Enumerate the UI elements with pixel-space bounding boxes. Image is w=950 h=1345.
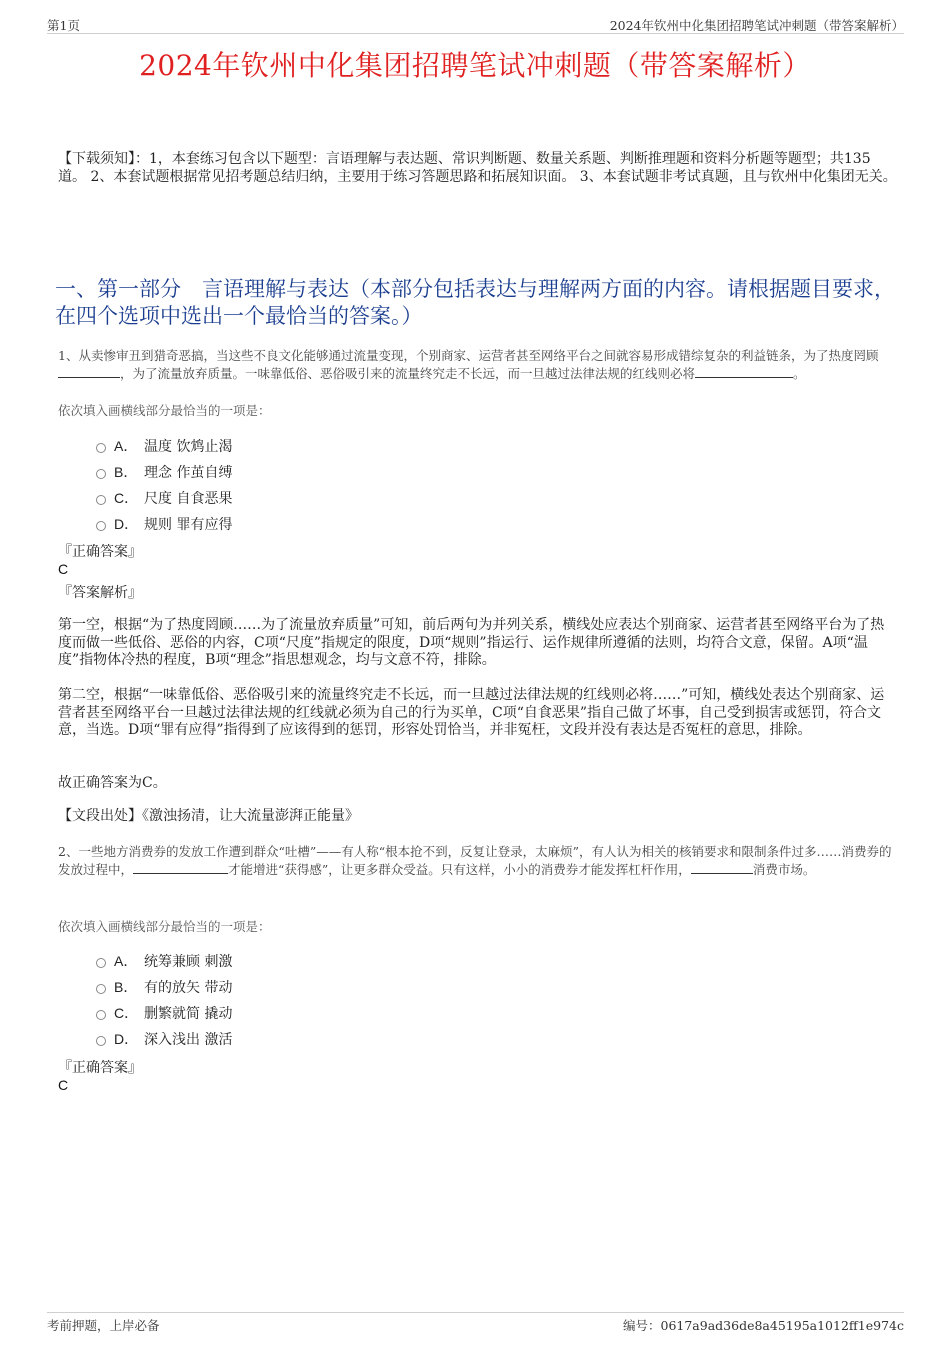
document-id: 编号：0617a9ad36de8a45195a1012ff1e974c <box>623 1318 904 1333</box>
radio-icon[interactable] <box>96 1036 106 1046</box>
option-d[interactable]: D． 规则 罪有应得 <box>96 511 232 537</box>
blank-2 <box>691 861 753 874</box>
radio-icon[interactable] <box>96 958 106 968</box>
analysis-label: 『答案解析』 <box>58 585 142 601</box>
option-a[interactable]: A． 温度 饮鸩止渴 <box>96 433 232 459</box>
option-b[interactable]: B． 理念 作茧自缚 <box>96 459 232 485</box>
radio-icon[interactable] <box>96 521 106 531</box>
radio-icon[interactable] <box>96 984 106 994</box>
question-2-instruction: 依次填入画横线部分最恰当的一项是： <box>58 919 271 934</box>
document-title: 2024年钦州中化集团招聘笔试冲刺题（带答案解析） <box>139 49 811 82</box>
question-1-text: 1、从卖惨审丑到猎奇恶搞，当这些不良文化能够通过流量变现，个别商家、运营者甚至网络平台之间就容易形成错综复杂的利益链条，为了热度罔顾，为了流量放弃质量。一味靠低俗、恶俗吸引来的流量终究走不长远，而一旦越过法律法规的红线则必将 。 <box>58 348 879 381</box>
answer-value: C <box>58 1077 69 1093</box>
question-2-text: 2、一些地方消费券的发放工作遭到群众“吐槽”——有人称“根本抢不到，反复让登录，太麻烦”，有人认为相关的核销要求和限制条件过多……消费券的发放过程中， 才能增进“获得感”，让更多群众受益。只有这样，小小的消费券才能发挥杠杆作用， 消费市场。 <box>58 844 892 877</box>
option-b[interactable]: B． 有的放矢 带动 <box>96 974 232 1000</box>
analysis-conclusion: 故正确答案为C。 <box>58 775 167 791</box>
blank-2 <box>695 365 793 378</box>
option-a[interactable]: A． 统筹兼顾 刺激 <box>96 948 232 974</box>
answer-label: 『正确答案』 <box>58 544 142 560</box>
page-footer <box>47 1312 904 1333</box>
question-1-instruction: 依次填入画横线部分最恰当的一项是： <box>58 403 271 418</box>
page-number: 第1页 <box>47 18 80 33</box>
option-c[interactable]: C． 删繁就简 撬动 <box>96 1000 232 1026</box>
option-c[interactable]: C． 尺度 自食恶果 <box>96 485 232 511</box>
answer-value: C <box>58 561 69 577</box>
text-source: 【文段出处】《激浊扬清，让大流量澎湃正能量》 <box>58 808 359 824</box>
radio-icon[interactable] <box>96 469 106 479</box>
blank-1 <box>133 861 228 874</box>
download-notice: 【下载须知】：1，本套练习包含以下题型：言语理解与表达题、常识判断题、数量关系题、判断推理题和资料分析题等题型；共135道。 2、本套试题根据常见招考题总结归纳，主要用于练习答题思路和拓展知识面。 3、本套试题非考试真题，且与钦州中化集团无关。 <box>58 151 897 185</box>
section-heading: 一、第一部分 言语理解与表达（本部分包括表达与理解两方面的内容。请根据题目要求，在四个选项中选出一个最恰当的答案。） <box>55 277 895 328</box>
analysis-paragraph-2: 第二空，根据“一味靠低俗、恶俗吸引来的流量终究走不长远，而一旦越过法律法规的红线则必将……”可知，横线处表达个别商家、运营者甚至网络平台一旦越过法律法规的红线就必须为自己的行为买单，C项“自食恶果”指自己做了坏事，自己受到损害或惩罚，符合文意，当选。D项“罪有应得”指得到了应该得到的惩罚，形容处罚恰当，并非冤枉，文段并没有表达是否冤枉的意思，排除。 <box>58 687 885 738</box>
page-header <box>47 15 904 34</box>
question-2-options <box>96 948 232 1052</box>
option-d[interactable]: D． 深入浅出 激活 <box>96 1026 232 1052</box>
analysis-paragraph-1: 第一空，根据“为了热度罔顾……为了流量放弃质量”可知，前后两句为并列关系，横线处应表达个别商家、运营者甚至网络平台为了热度而做一些低俗、恶俗的内容，C项“尺度”指规定的限度，D项“规则”指运行、运作规律所遵循的法则，均符合文意，保留。A项“温度”指物体冷热的程度，B项“理念”指思想观念，均与文意不符，排除。 <box>58 617 885 668</box>
radio-icon[interactable] <box>96 1010 106 1020</box>
question-1-options <box>96 433 232 537</box>
blank-1 <box>58 365 120 378</box>
radio-icon[interactable] <box>96 495 106 505</box>
footer-slogan: 考前押题，上岸必备 <box>47 1318 160 1333</box>
header-doc-title: 2024年钦州中化集团招聘笔试冲刺题（带答案解析） <box>609 18 904 33</box>
radio-icon[interactable] <box>96 443 106 453</box>
answer-label: 『正确答案』 <box>58 1060 142 1076</box>
